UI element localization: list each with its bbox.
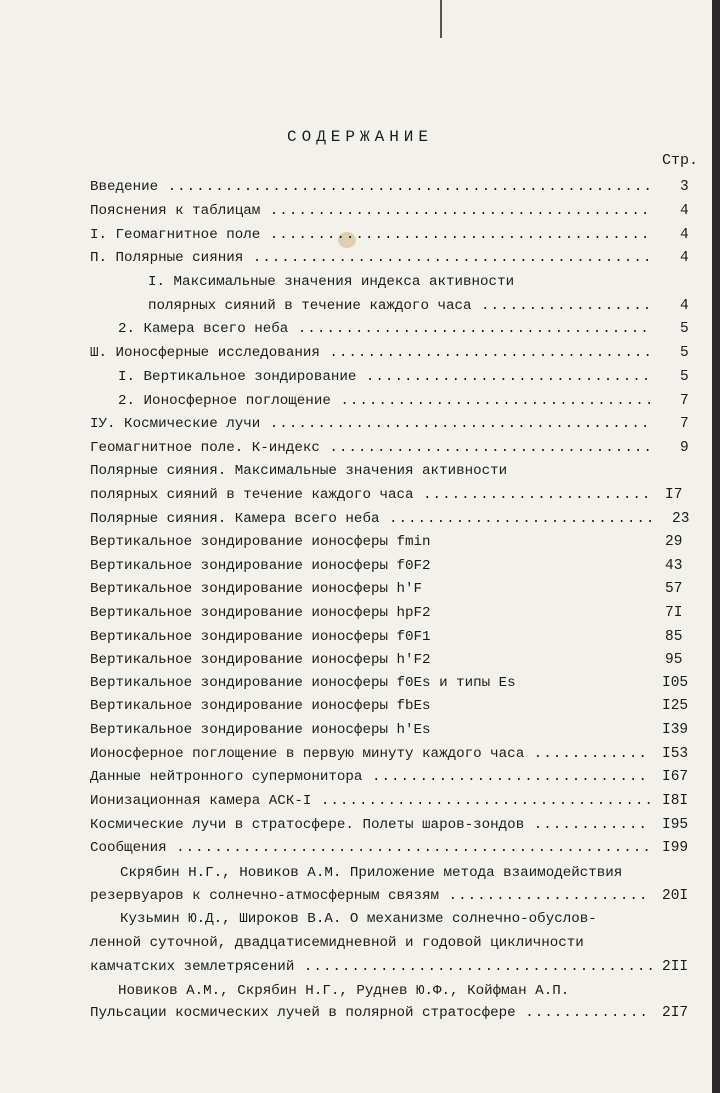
toc-entry-label: Геомагнитное поле. К-индекс xyxy=(90,440,320,456)
toc-entry xyxy=(90,888,648,904)
toc-entry-label: Вертикальное зондирование ионосферы hpF2 xyxy=(90,605,431,621)
toc-entry-label: I. Максимальные значения индекса активности xyxy=(148,274,515,290)
toc-entry xyxy=(90,605,431,621)
toc-page-number: I99 xyxy=(662,840,689,856)
toc-entry-label: Вертикальное зондирование ионосферы h'F2 xyxy=(90,652,431,668)
toc-entry-label: Космические лучи в стратосфере. Полеты шаров-зондов xyxy=(90,817,525,833)
toc-entry xyxy=(90,1005,649,1021)
toc-entry-label: Вертикальное зондирование ионосферы f0F2 xyxy=(90,558,431,574)
leader-dots: ..................................... xyxy=(294,959,656,975)
leader-dots: .................................. xyxy=(319,345,653,361)
toc-entry-label: ленной суточной, двадцатисемидневной и годовой цикличности xyxy=(90,935,584,951)
toc-entry xyxy=(148,274,514,290)
toc-entry xyxy=(90,227,650,243)
toc-entry xyxy=(90,675,516,691)
toc-entry xyxy=(90,345,653,361)
leader-dots: ............ xyxy=(524,746,648,762)
toc-page-number: 2I7 xyxy=(662,1005,689,1021)
toc-entry-label: Полярные сияния. Максимальные значения активности xyxy=(90,463,508,479)
toc-entry xyxy=(90,250,652,266)
leader-dots: .................................................. xyxy=(166,840,652,856)
toc-entry-label: резервуаров к солнечно-атмосферным связям xyxy=(90,888,440,904)
leader-dots: ........................................ xyxy=(260,227,651,243)
toc-entry-label: Данные нейтронного супермонитора xyxy=(90,769,363,785)
toc-entry xyxy=(118,321,650,337)
toc-page-number: I67 xyxy=(662,769,689,785)
toc-page-number: 85 xyxy=(665,629,683,645)
toc-title: СОДЕРЖАНИЕ xyxy=(286,128,433,146)
toc-entry xyxy=(90,698,431,714)
toc-entry-label: IУ. Космические лучи xyxy=(90,416,261,432)
toc-entry-label: I. Вертикальное зондирование xyxy=(118,369,357,385)
toc-page-number: 9 xyxy=(680,440,689,456)
toc-page-number: 5 xyxy=(680,321,689,337)
toc-entry xyxy=(90,416,650,432)
toc-page-number: 2II xyxy=(662,959,689,975)
toc-entry-label: Кузьмин Ю.Д., Широков В.А. О механизме солнечно-обуслов- xyxy=(120,911,597,927)
leader-dots: ............. xyxy=(515,1005,649,1021)
toc-page-number: I39 xyxy=(662,722,689,738)
toc-page-number: 95 xyxy=(665,652,683,668)
leader-dots: ........................................ xyxy=(260,416,651,432)
toc-page-number: 4 xyxy=(680,227,689,243)
toc-entry-label: камчатских землетрясений xyxy=(90,959,295,975)
toc-entry-label: полярных сияний в течение каждого часа xyxy=(148,298,472,314)
leader-dots: .................. xyxy=(471,298,653,314)
toc-entry-label: Вертикальное зондирование ионосферы h'Es xyxy=(90,722,431,738)
toc-entry-label: 2. Ионосферное поглощение xyxy=(118,393,331,409)
toc-entry-label: Вертикальное зондирование ионосферы f0F1 xyxy=(90,629,431,645)
toc-entry xyxy=(90,629,431,645)
toc-entry xyxy=(90,840,652,856)
toc-page-number: 5 xyxy=(680,345,689,361)
leader-dots: ..................... xyxy=(439,888,649,904)
toc-entry xyxy=(90,179,653,195)
leader-dots: ................................................... xyxy=(158,179,653,195)
toc-entry-label: Пульсации космических лучей в полярной стратосфере xyxy=(90,1005,516,1021)
toc-entry xyxy=(90,652,431,668)
leader-dots: ................................. xyxy=(330,393,655,409)
toc-entry-label: Ш. Ионосферные исследования xyxy=(90,345,320,361)
leader-dots: ..................................... xyxy=(288,321,650,337)
toc-entry xyxy=(120,911,597,927)
leader-dots: .................................. xyxy=(319,440,653,456)
toc-page-number: I8I xyxy=(662,793,689,809)
toc-entry-label: Вертикальное зондирование ионосферы fbEs xyxy=(90,698,431,714)
toc-entry-label: Введение xyxy=(90,179,159,195)
leader-dots: ........................ xyxy=(413,487,652,503)
toc-entry-label: П. Полярные сияния xyxy=(90,250,244,266)
toc-page-number: 3 xyxy=(680,179,689,195)
toc-entry-label: Вертикальное зондирование ионосферы f0Es и типы Es xyxy=(90,675,516,691)
leader-dots: .............................. xyxy=(356,369,652,385)
toc-entry-label: Новиков А.М., Скрябин Н.Г., Руднев Ю.Ф., Койфман А.П. xyxy=(118,983,570,999)
toc-entry xyxy=(90,534,431,550)
toc-entry xyxy=(90,935,584,951)
toc-entry xyxy=(118,393,654,409)
toc-page-number: 7 xyxy=(680,393,689,409)
toc-entry xyxy=(90,817,648,833)
leader-dots: ........................................ xyxy=(260,203,651,219)
leader-dots: ............ xyxy=(524,817,648,833)
toc-page-number: I05 xyxy=(662,675,689,691)
toc-page-number: 43 xyxy=(665,558,683,574)
toc-entry xyxy=(90,487,651,503)
toc-entry xyxy=(120,865,622,881)
toc-entry xyxy=(118,369,651,385)
page-column-header: Стр. xyxy=(662,152,699,169)
toc-entry xyxy=(90,440,653,456)
leader-dots: .......................................... xyxy=(243,250,653,266)
toc-entry xyxy=(90,746,648,762)
toc-entry xyxy=(90,959,656,975)
toc-page-number: 23 xyxy=(672,511,690,527)
toc-entry xyxy=(148,298,652,314)
page-edge-mark xyxy=(440,0,442,38)
toc-entry-label: Вертикальное зондирование ионосферы fmin xyxy=(90,534,431,550)
toc-entry xyxy=(90,511,655,527)
toc-page-number: I95 xyxy=(662,817,689,833)
toc-entry xyxy=(118,983,569,999)
toc-entry xyxy=(90,203,650,219)
toc-page-number: 57 xyxy=(665,581,683,597)
toc-entry-label: I. Геомагнитное поле xyxy=(90,227,261,243)
toc-page-number: 4 xyxy=(680,203,689,219)
toc-entry xyxy=(90,463,507,479)
toc-entry xyxy=(90,793,654,809)
toc-entry xyxy=(90,581,422,597)
toc-page-number: 4 xyxy=(680,250,689,266)
toc-page-number: 4 xyxy=(680,298,689,314)
toc-entry-label: 2. Камера всего неба xyxy=(118,321,289,337)
toc-entry-label: Ионизационная камера АСК-I xyxy=(90,793,312,809)
toc-page-number: 29 xyxy=(665,534,683,550)
toc-entry-label: полярных сияний в течение каждого часа xyxy=(90,487,414,503)
toc-page-number: 5 xyxy=(680,369,689,385)
toc-entry xyxy=(90,558,431,574)
toc-page-number: I7 xyxy=(665,487,683,503)
toc-entry xyxy=(90,769,648,785)
toc-entry-label: Полярные сияния. Камера всего неба xyxy=(90,511,380,527)
toc-entry-label: Сообщения xyxy=(90,840,167,856)
toc-page-number: 7 xyxy=(680,416,689,432)
toc-page-number: I25 xyxy=(662,698,689,714)
toc-entry xyxy=(90,722,431,738)
toc-entry-label: Пояснения к таблицам xyxy=(90,203,261,219)
toc-page-number: I53 xyxy=(662,746,689,762)
toc-entry-label: Скрябин Н.Г., Новиков А.М. Приложение метода взаимодействия xyxy=(120,865,623,881)
toc-entry-label: Ионосферное поглощение в первую минуту каждого часа xyxy=(90,746,525,762)
leader-dots: ............................ xyxy=(379,511,656,527)
page-right-edge xyxy=(712,0,720,1093)
toc-page-number: 20I xyxy=(662,888,689,904)
leader-dots: ................................... xyxy=(311,793,654,809)
leader-dots: ............................. xyxy=(362,769,648,785)
toc-entry-label: Вертикальное зондирование ионосферы h'F xyxy=(90,581,423,597)
toc-page-number: 7I xyxy=(665,605,683,621)
